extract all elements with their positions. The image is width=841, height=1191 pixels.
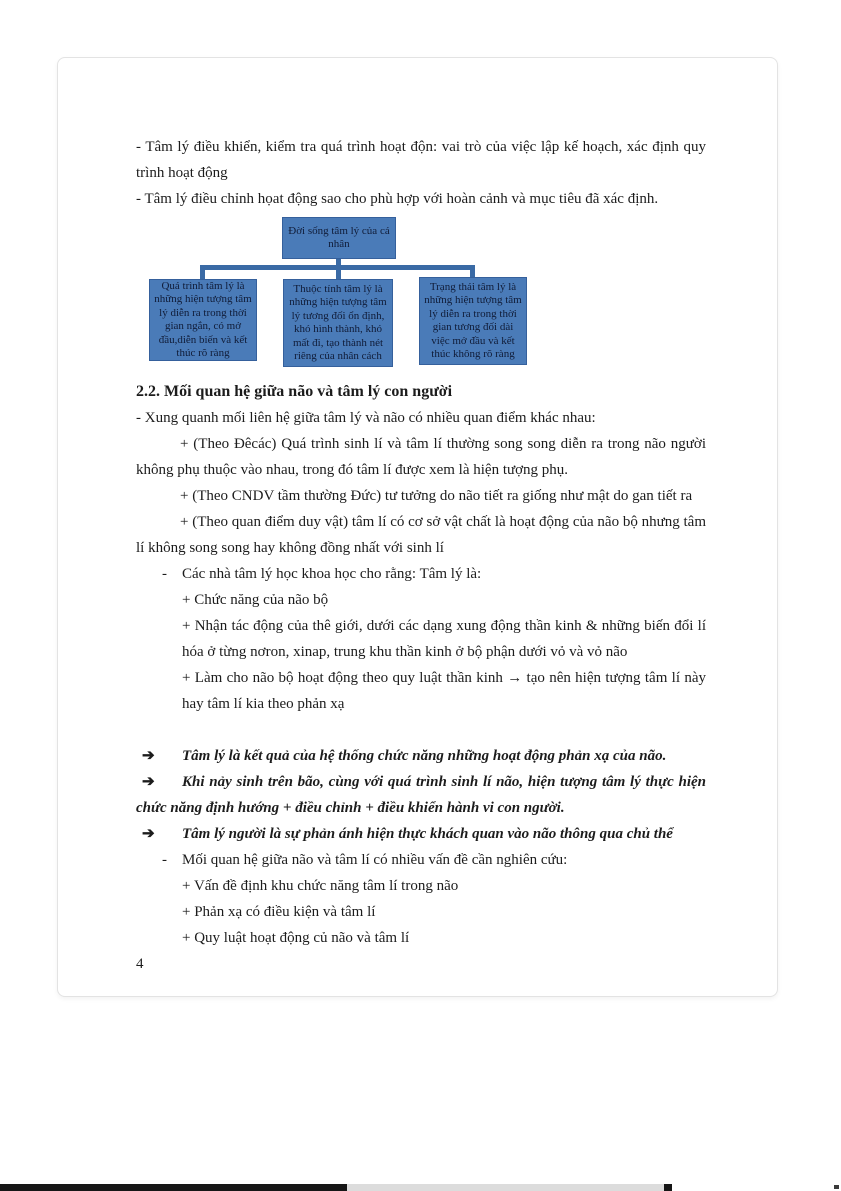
- list-item-arrow: [136, 743, 706, 769]
- list-item: + (Theo Đêcác) Quá trình sinh lí và tâm lí thường song song diễn ra trong não người không phụ thuộc vào nhau, trong đó tâm lí được xem là hiện tượng phụ.: [136, 436, 706, 478]
- connector-line: [470, 265, 475, 277]
- list-item-dash: [136, 847, 706, 873]
- arrow-icon: ➔: [142, 774, 155, 790]
- list-item: + Vấn đề định khu chức năng tâm lí trong não: [182, 878, 459, 894]
- intro-paragraph: - Tâm lý điều chỉnh họat động sao cho phù hợp với hoàn cảnh và mục tiêu đã xác định.: [136, 191, 659, 207]
- scrollbar-corner-dot: [834, 1185, 839, 1189]
- arrow-text: Tâm lý là kết quả của hệ thống chức năng những hoạt động phản xạ của não.: [182, 748, 667, 764]
- section-heading: 2.2. Mối quan hệ giữa não và tâm lý con người: [136, 383, 453, 400]
- document-page: [57, 57, 778, 997]
- list-item-text: Các nhà tâm lý học khoa học cho rằng: Tâm lý là:: [182, 566, 482, 582]
- scrollbar-end-cap: [664, 1184, 672, 1191]
- connector-line: [200, 265, 205, 279]
- connector-line: [200, 265, 475, 270]
- conclusions: [136, 743, 706, 847]
- arrow-text: Tâm lý người là sự phản ánh hiện thực khách quan vào não thông qua chủ thể: [182, 826, 673, 842]
- list-item: + (Theo quan điểm duy vật) tâm lí có cơ sở vật chất là hoạt động của não bộ nhưng tâm lí không song song hay không đồng nhất với sinh lí: [136, 514, 706, 556]
- org-chart: [136, 217, 706, 369]
- arrow-text: Khi nảy sinh trên bão, cùng với quá trình sinh lí não, hiện tượng tâm lý thực hiện chức năng định hướng + điều chỉnh + điều khiển hành vi con người.: [136, 774, 706, 816]
- chart-box-attribute: Thuộc tính tâm lý là những hiện tượng tâm lý tương đối ổn định, khó hình thành, khó mất đi, tạo thành nét riêng của nhân cách: [283, 279, 393, 367]
- arrow-icon: ➔: [142, 826, 155, 842]
- dash-bullet: -: [162, 566, 167, 582]
- list-item: + Quy luật hoạt động củ não và tâm lí: [182, 930, 410, 946]
- list-item: + (Theo CNDV tầm thường Đức) tư tưởng do não tiết ra giống như mật do gan tiết ra: [180, 488, 693, 504]
- list-item: + Phản xạ có điều kiện và tâm lí: [182, 904, 376, 920]
- list-item-arrow: [136, 821, 706, 847]
- list-item: + Làm cho não bộ hoạt động theo quy luật thần kinh → tạo nên hiện tượng tâm lí này hay tâm lí kia theo phản xạ: [182, 670, 706, 712]
- list-item: + Nhận tác động của thê giới, dưới các dạng xung động thần kinh & những biến đổi lí hóa ở từng nơron, xinap, trung khu thần kinh ở bộ phận dưới vỏ và vỏ não: [182, 618, 706, 660]
- list-item-dash: [136, 561, 706, 587]
- list-item-arrow: [136, 769, 706, 821]
- chart-box-root: Đời sống tâm lý của cá nhân: [282, 217, 396, 259]
- list-item: - Xung quanh mối liên hệ giữa tâm lý và não có nhiều quan điểm khác nhau:: [136, 410, 596, 426]
- horizontal-scrollbar-thumb[interactable]: [0, 1184, 347, 1191]
- chart-box-state: Trạng thái tâm lý là những hiện tượng tâm lý diễn ra trong thời gian tương đối dài việc mở đầu và kết thúc không rõ ràng: [419, 277, 527, 365]
- horizontal-scrollbar-track[interactable]: [0, 1184, 672, 1191]
- list-item: + Chức năng của não bộ: [182, 592, 329, 608]
- list-item-text: Mối quan hệ giữa não và tâm lí có nhiều vấn đề cần nghiên cứu:: [182, 852, 568, 868]
- intro-paragraph: - Tâm lý điều khiển, kiểm tra quá trình hoạt độn: vai trò của việc lập kế hoạch, xác định quy trình hoạt động: [136, 139, 706, 181]
- arrow-icon: ➔: [142, 748, 155, 764]
- dash-bullet: -: [162, 852, 167, 868]
- document-content: [136, 134, 706, 977]
- page-number: 4: [136, 956, 144, 972]
- chart-box-process: Quá trình tâm lý là những hiện tượng tâm lý diễn ra trong thời gian ngắn, có mở đầu,diễn biến và kết thúc rõ ràng: [149, 279, 257, 361]
